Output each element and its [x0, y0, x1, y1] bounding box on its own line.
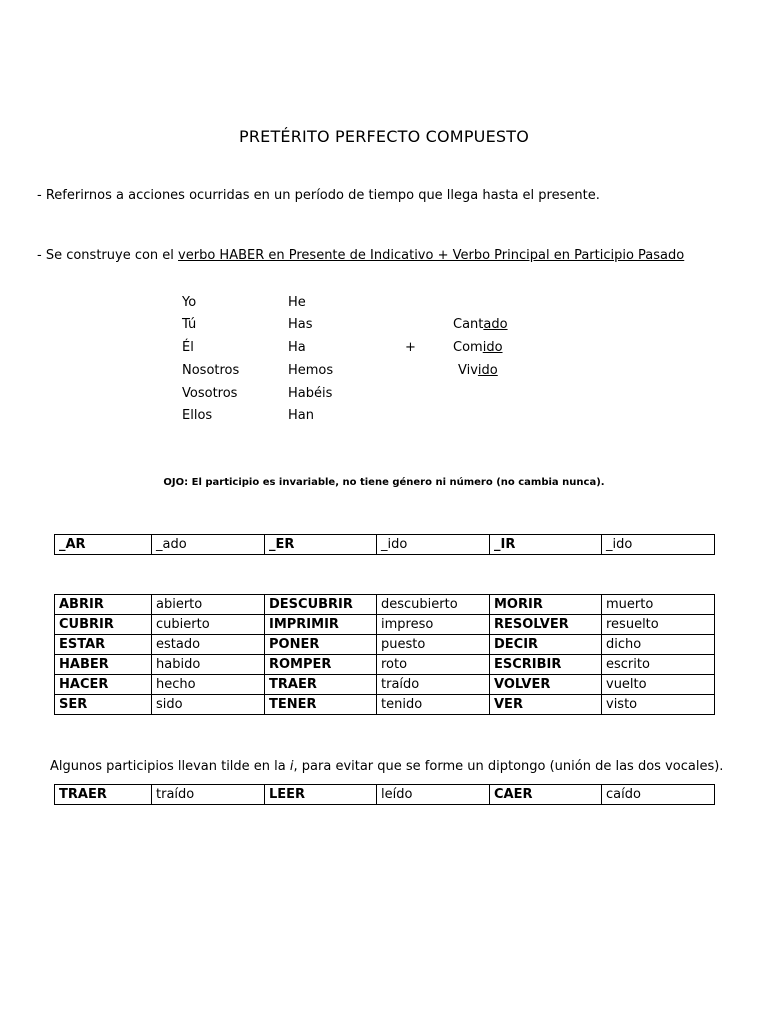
table-cell: cubierto — [152, 615, 265, 635]
participle-ending: ido — [477, 363, 498, 378]
haber-han: Han — [288, 408, 314, 423]
table-cell: _ado — [152, 535, 265, 555]
table-cell: IMPRIMIR — [265, 615, 377, 635]
table-row — [55, 655, 715, 675]
pronoun-tu: Tú — [182, 317, 197, 332]
haber-hemos: Hemos — [288, 363, 334, 378]
accent-note-italic: i — [289, 759, 294, 774]
table-cell: _ido — [377, 535, 490, 555]
construction-paragraph — [37, 248, 684, 263]
table-cell: PONER — [265, 635, 377, 655]
accent-note — [50, 759, 723, 774]
table-cell: ABRIR — [55, 595, 152, 615]
table-cell: HABER — [55, 655, 152, 675]
table-cell: _ER — [265, 535, 377, 555]
accent-note-after: , para evitar que se forme un diptongo (unión de las dos vocales). — [293, 759, 724, 774]
table-row — [55, 695, 715, 715]
table-cell: ROMPER — [265, 655, 377, 675]
table-cell: TRAER — [265, 675, 377, 695]
participle-ending: ido — [482, 340, 503, 355]
table-cell: DESCUBRIR — [265, 595, 377, 615]
table-cell: hecho — [152, 675, 265, 695]
construction-prefix: - Se construye con el — [37, 248, 179, 263]
table-cell: roto — [377, 655, 490, 675]
haber-has: Has — [288, 317, 313, 332]
table-row — [55, 615, 715, 635]
table-cell: habido — [152, 655, 265, 675]
table-row — [55, 785, 715, 805]
pronoun-nosotros: Nosotros — [182, 363, 240, 378]
accent-note-before: Algunos participios llevan tilde en la — [50, 759, 290, 774]
plus-sign: + — [405, 340, 416, 355]
table-cell: TRAER — [55, 785, 152, 805]
table-cell: SER — [55, 695, 152, 715]
table-cell: MORIR — [490, 595, 602, 615]
participle-stem: Cant — [453, 317, 484, 332]
table-cell: LEER — [265, 785, 377, 805]
participle-ending: ado — [483, 317, 508, 332]
haber-ha: Ha — [288, 340, 306, 355]
table-row — [55, 675, 715, 695]
table-cell: caído — [602, 785, 715, 805]
table-cell: escrito — [602, 655, 715, 675]
table-cell: CUBRIR — [55, 615, 152, 635]
table-cell: estado — [152, 635, 265, 655]
table-cell: HACER — [55, 675, 152, 695]
table-cell: RESOLVER — [490, 615, 602, 635]
table-cell: visto — [602, 695, 715, 715]
table-cell: vuelto — [602, 675, 715, 695]
accent-participles-table — [54, 784, 715, 805]
table-cell: VOLVER — [490, 675, 602, 695]
participle-stem: Com — [453, 340, 483, 355]
page-title: PRETÉRITO PERFECTO COMPUESTO — [238, 127, 530, 146]
pronoun-yo: Yo — [182, 295, 197, 310]
table-cell: dicho — [602, 635, 715, 655]
table-cell: ESCRIBIR — [490, 655, 602, 675]
table-cell: muerto — [602, 595, 715, 615]
ojo-note: OJO: El participio es invariable, no tiene género ni número (no cambia nunca). — [163, 477, 605, 488]
table-cell: traído — [152, 785, 265, 805]
pronoun-vosotros: Vosotros — [182, 386, 238, 401]
participle-cantado — [453, 317, 508, 332]
table-cell: _IR — [490, 535, 602, 555]
table-cell: traído — [377, 675, 490, 695]
table-row — [55, 535, 715, 555]
table-cell: _ido — [602, 535, 715, 555]
table-cell: puesto — [377, 635, 490, 655]
haber-he: He — [288, 295, 306, 310]
table-cell: CAER — [490, 785, 602, 805]
table-cell: ESTAR — [55, 635, 152, 655]
pronoun-ellos: Ellos — [182, 408, 213, 423]
participle-stem: Viv — [458, 363, 478, 378]
table-cell: descubierto — [377, 595, 490, 615]
pronoun-el: Él — [182, 340, 194, 355]
haber-habeis: Habéis — [288, 386, 333, 401]
table-cell: DECIR — [490, 635, 602, 655]
table-cell: tenido — [377, 695, 490, 715]
participle-comido — [453, 340, 503, 355]
participle-vivido — [458, 363, 498, 378]
table-cell: VER — [490, 695, 602, 715]
table-row — [55, 635, 715, 655]
table-row — [55, 595, 715, 615]
table-cell: leído — [377, 785, 490, 805]
table-cell: abierto — [152, 595, 265, 615]
construction-formula: verbo HABER en Presente de Indicativo + Verbo Principal en Participio Pasado — [178, 248, 685, 263]
endings-table — [54, 534, 715, 555]
table-cell: TENER — [265, 695, 377, 715]
table-cell: sido — [152, 695, 265, 715]
irregular-participles-table — [54, 594, 715, 715]
table-cell: resuelto — [602, 615, 715, 635]
table-cell: impreso — [377, 615, 490, 635]
table-cell: _AR — [55, 535, 152, 555]
intro-paragraph: - Referirnos a acciones ocurridas en un período de tiempo que llega hasta el presente. — [37, 188, 600, 203]
